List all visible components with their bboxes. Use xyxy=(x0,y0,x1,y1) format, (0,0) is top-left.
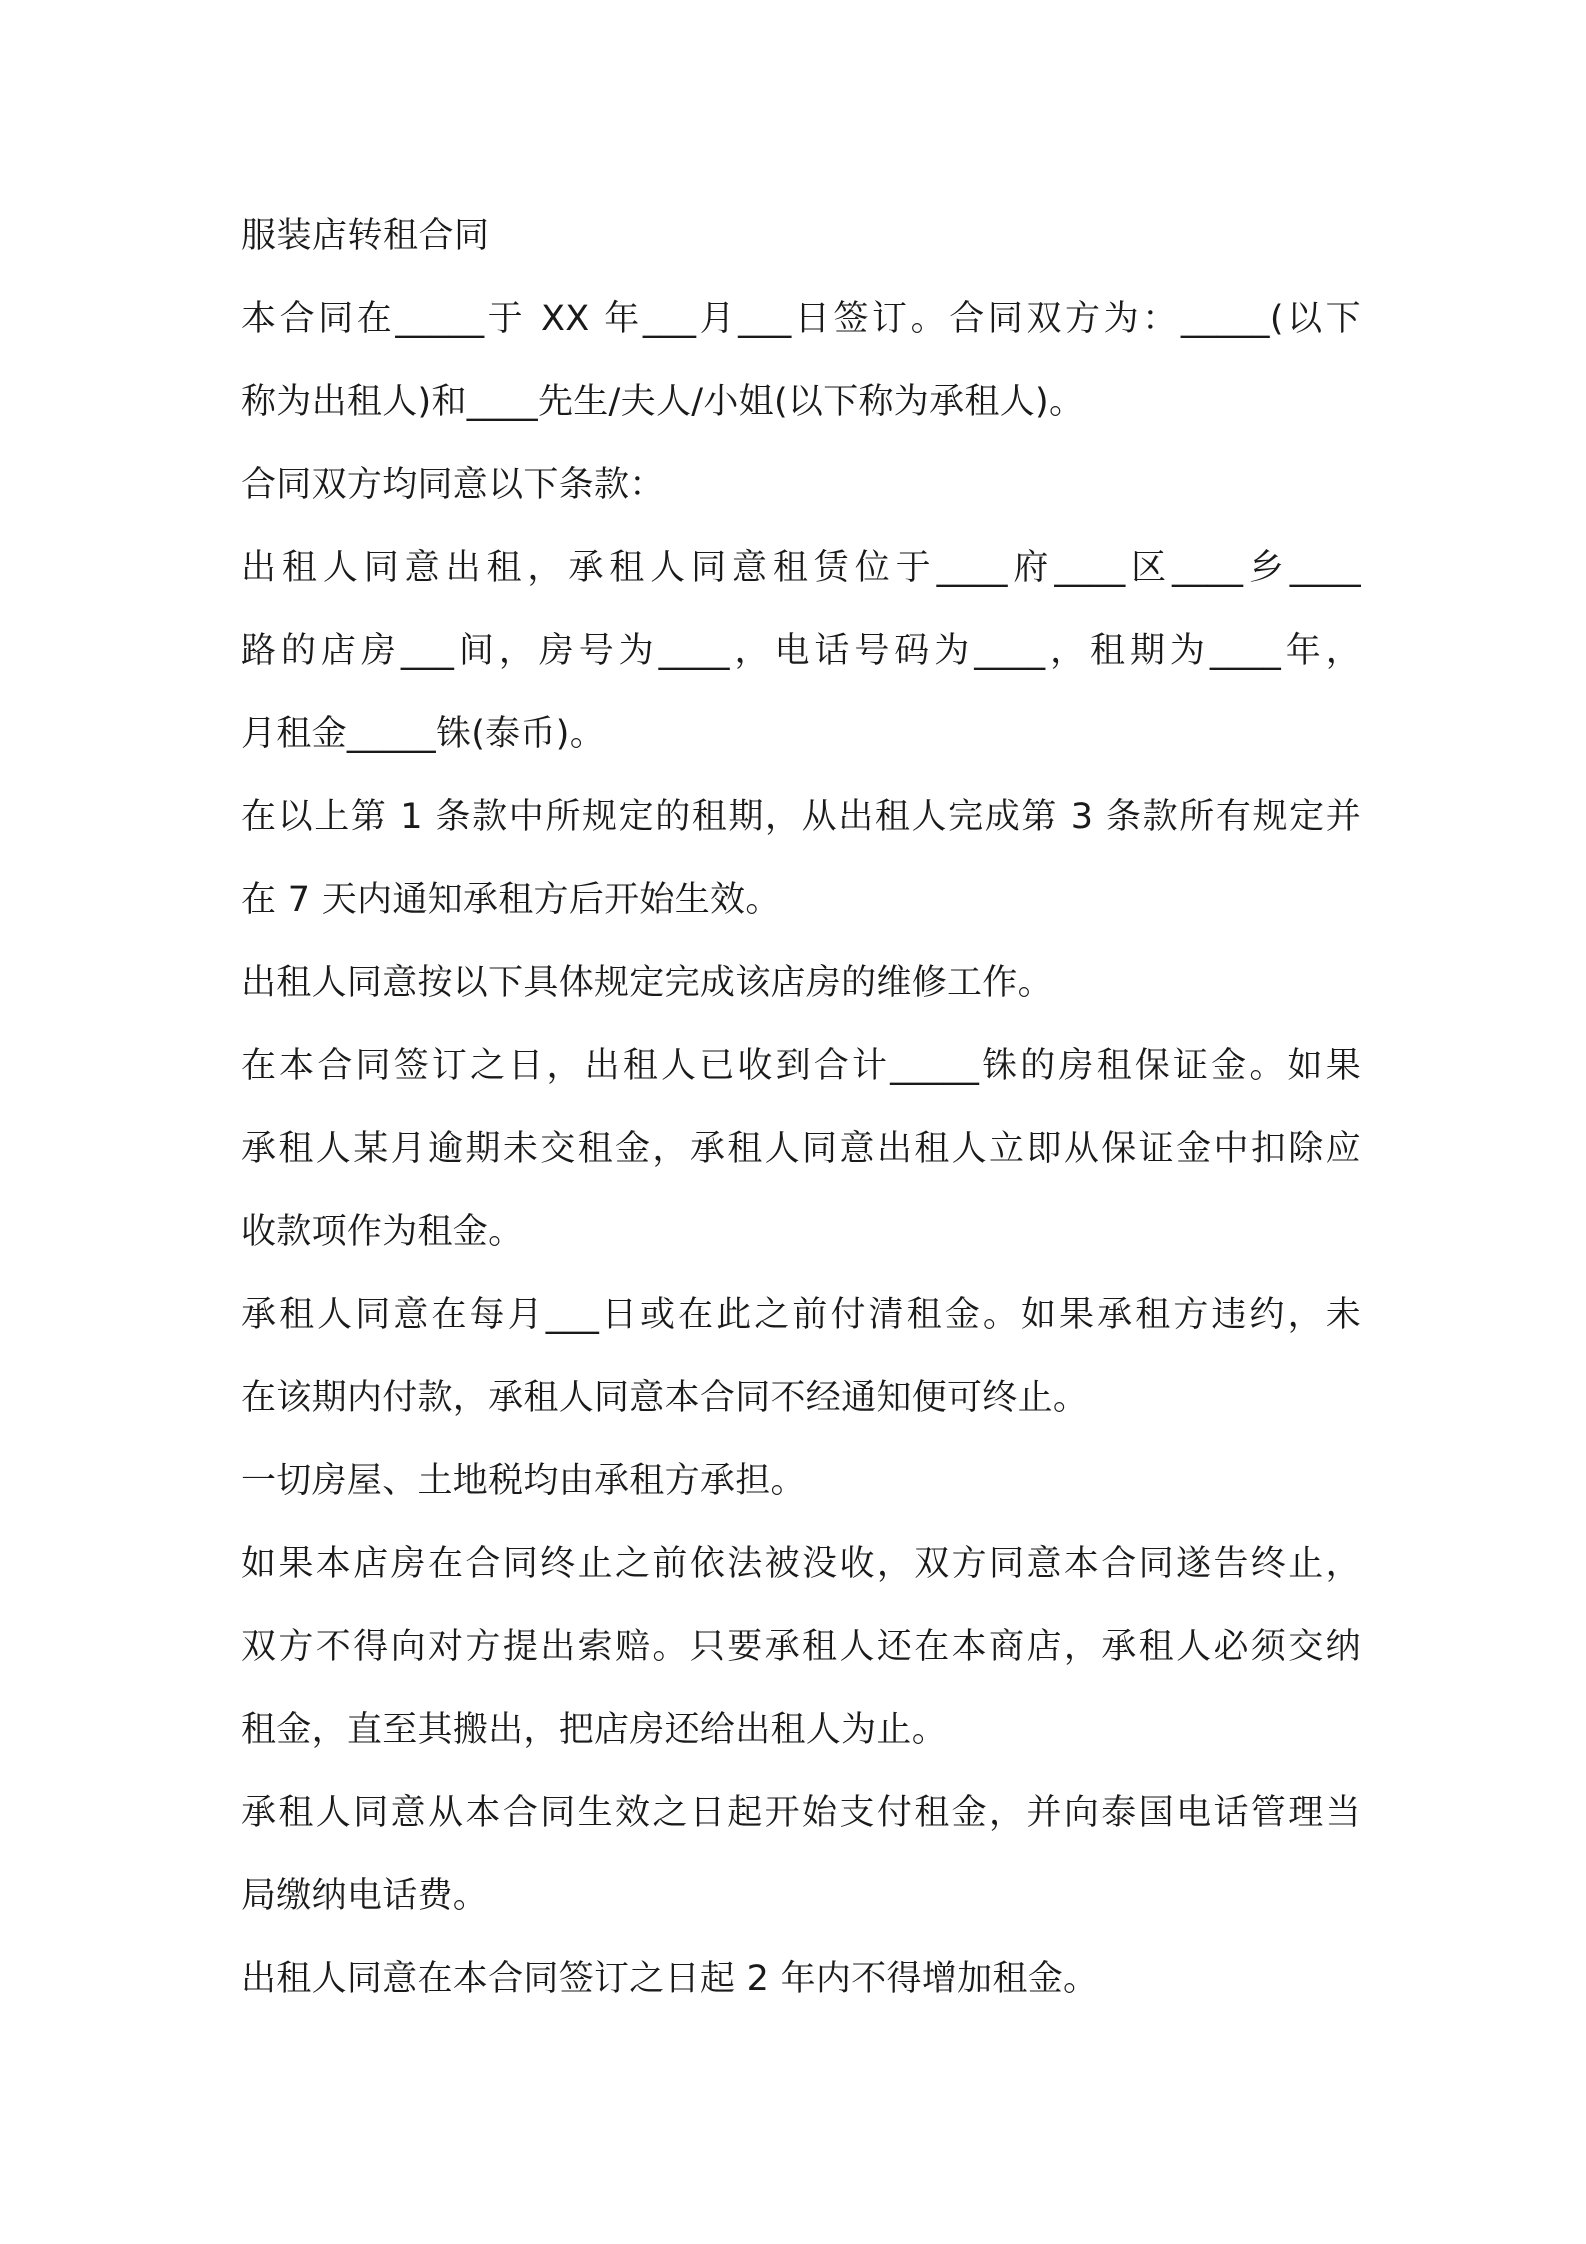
clause-payment-line-1: 承租人同意在每月___日或在此之前付清租金。如果承租方违约，未 xyxy=(241,1295,1361,1335)
clause-premises-line-1: 出租人同意出租，承租人同意租赁位于____府____区____乡____ xyxy=(241,548,1361,588)
clause-payment-line-2: 在该期内付款，承租人同意本合同不经通知便可终止。 xyxy=(241,1378,1089,1418)
clause-premises-line-2: 路的店房___间，房号为____，电话号码为____，租期为____年， xyxy=(241,631,1361,671)
document-title: 服装店转租合同 xyxy=(241,216,490,256)
clause-confiscation-line-3: 租金，直至其搬出，把店房还给出租人为止。 xyxy=(241,1710,948,1750)
paragraph-parties-line-1: 本合同在_____于 XX 年___月___日签订。合同双方为：_____(以下 xyxy=(241,299,1361,339)
clause-deposit-line-2: 承租人某月逾期未交租金，承租人同意出租人立即从保证金中扣除应 xyxy=(241,1129,1361,1169)
clause-deposit-line-3: 收款项作为租金。 xyxy=(241,1212,524,1252)
document-body xyxy=(241,195,1361,2021)
clause-telephone-line-1: 承租人同意从本合同生效之日起开始支付租金，并向泰国电话管理当 xyxy=(241,1793,1361,1833)
clause-taxes: 一切房屋、土地税均由承租方承担。 xyxy=(241,1461,806,1501)
clause-confiscation-line-1: 如果本店房在合同终止之前依法被没收，双方同意本合同遂告终止， xyxy=(241,1544,1361,1584)
clause-telephone-line-2: 局缴纳电话费。 xyxy=(241,1876,489,1916)
paragraph-agreement-intro: 合同双方均同意以下条款： xyxy=(241,465,665,505)
paragraph-parties-line-2: 称为出租人)和____先生/夫人/小姐(以下称为承租人)。 xyxy=(241,382,1085,422)
clause-deposit-line-1: 在本合同签订之日，出租人已收到合计_____铢的房租保证金。如果 xyxy=(241,1046,1361,1086)
clause-term-line-2: 在 7 天内通知承租方后开始生效。 xyxy=(241,880,781,920)
clause-repairs: 出租人同意按以下具体规定完成该店房的维修工作。 xyxy=(241,963,1053,1003)
clause-rent-increase: 出租人同意在本合同签订之日起 2 年内不得增加租金。 xyxy=(241,1959,1099,1999)
clause-confiscation-line-2: 双方不得向对方提出索赔。只要承租人还在本商店，承租人必须交纳 xyxy=(241,1627,1361,1667)
clause-premises-line-3: 月租金_____铢(泰币)。 xyxy=(241,714,606,754)
clause-term-line-1: 在以上第 1 条款中所规定的租期，从出租人完成第 3 条款所有规定并 xyxy=(241,797,1361,837)
